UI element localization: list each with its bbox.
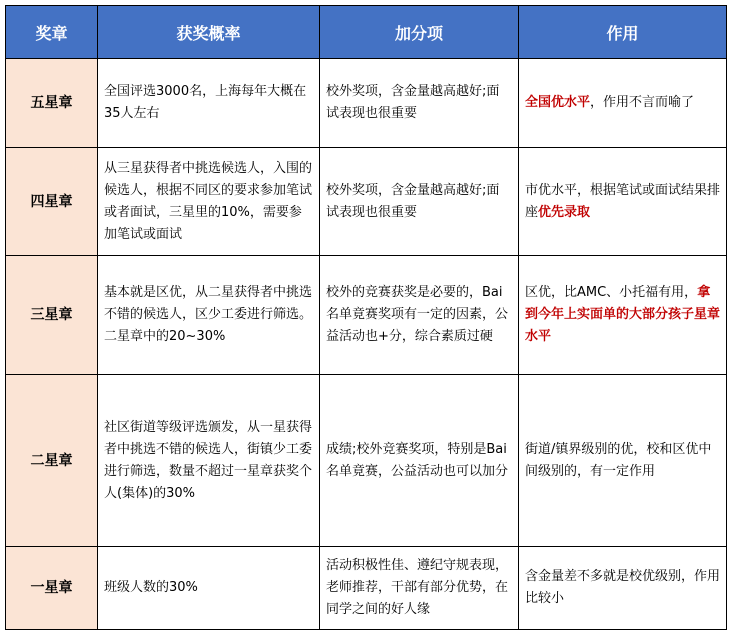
table-row [6,547,727,630]
bonus-cell: 成绩;校外竞赛奖项，特别是Bai名单竟赛，公益活动也可以加分 [320,375,519,547]
table-row [6,148,727,256]
bonus-cell: 活动积极性佳、遵纪守规表现，老师推荐，干部有部分优势，在同学之间的好人缘 [320,547,519,630]
role-cell [519,148,727,256]
role-text: ，作用不言而喻了 [590,95,695,110]
bonus-cell: 校外奖项，含金量越高越好;面试表现也很重要 [320,59,519,148]
table-row [6,59,727,148]
medal-table-wrapper [5,5,727,630]
role-highlight: 拿到今年上实面单的大部分孩子星章水平 [525,285,721,344]
role-highlight: 优先录取 [538,204,591,220]
medal-name: 五星章 [6,59,98,148]
table-row [6,256,727,375]
bonus-cell: 校外奖项，含金量越高越好;面试表现也很重要 [320,148,519,256]
role-cell [519,256,727,375]
medal-name: 二星章 [6,375,98,547]
header-role: 作用 [519,6,727,59]
probability-cell: 基本就是区优，从二星获得者中挑选不错的候选人，区少工委进行筛选。二星章中的20~30% [98,256,320,375]
role-text: 区优，比AMC、小托福有用， [525,285,698,300]
probability-cell: 班级人数的30% [98,547,320,630]
role-cell: 街道/镇界级别的优，校和区优中间级别的，有一定作用 [519,375,727,547]
header-row [6,6,727,59]
medal-name: 四星章 [6,148,98,256]
role-highlight: 全国优水平 [525,95,591,110]
role-cell [519,59,727,148]
header-probability: 获奖概率 [98,6,320,59]
bonus-cell: 校外的竞赛获奖是必要的，Bai名单竟赛奖项有一定的因素，公益活动也+分，综合素质过硬 [320,256,519,375]
medal-name: 三星章 [6,256,98,375]
table-row [6,375,727,547]
probability-cell: 从三星获得者中挑选候选人，入围的候选人，根据不同区的要求参加笔试或者面试，三星里的10%，需要参加笔试或面试 [98,148,320,256]
probability-cell: 社区街道等级评选颁发，从一星获得者中挑选不错的候选人，街镇少工委进行筛选，数量不超过一星章获奖个人(集体)的30% [98,375,320,547]
header-medal: 奖章 [6,6,98,59]
role-cell: 含金量差不多就是校优级别，作用比较小 [519,547,727,630]
probability-cell: 全国评选3000名，上海每年大概在35人左右 [98,59,320,148]
role-text: 市优水平，根据笔试或面试结果排座 [525,182,721,220]
medal-name: 一星章 [6,547,98,630]
medal-comparison-table [5,5,727,630]
header-bonus: 加分项 [320,6,519,59]
